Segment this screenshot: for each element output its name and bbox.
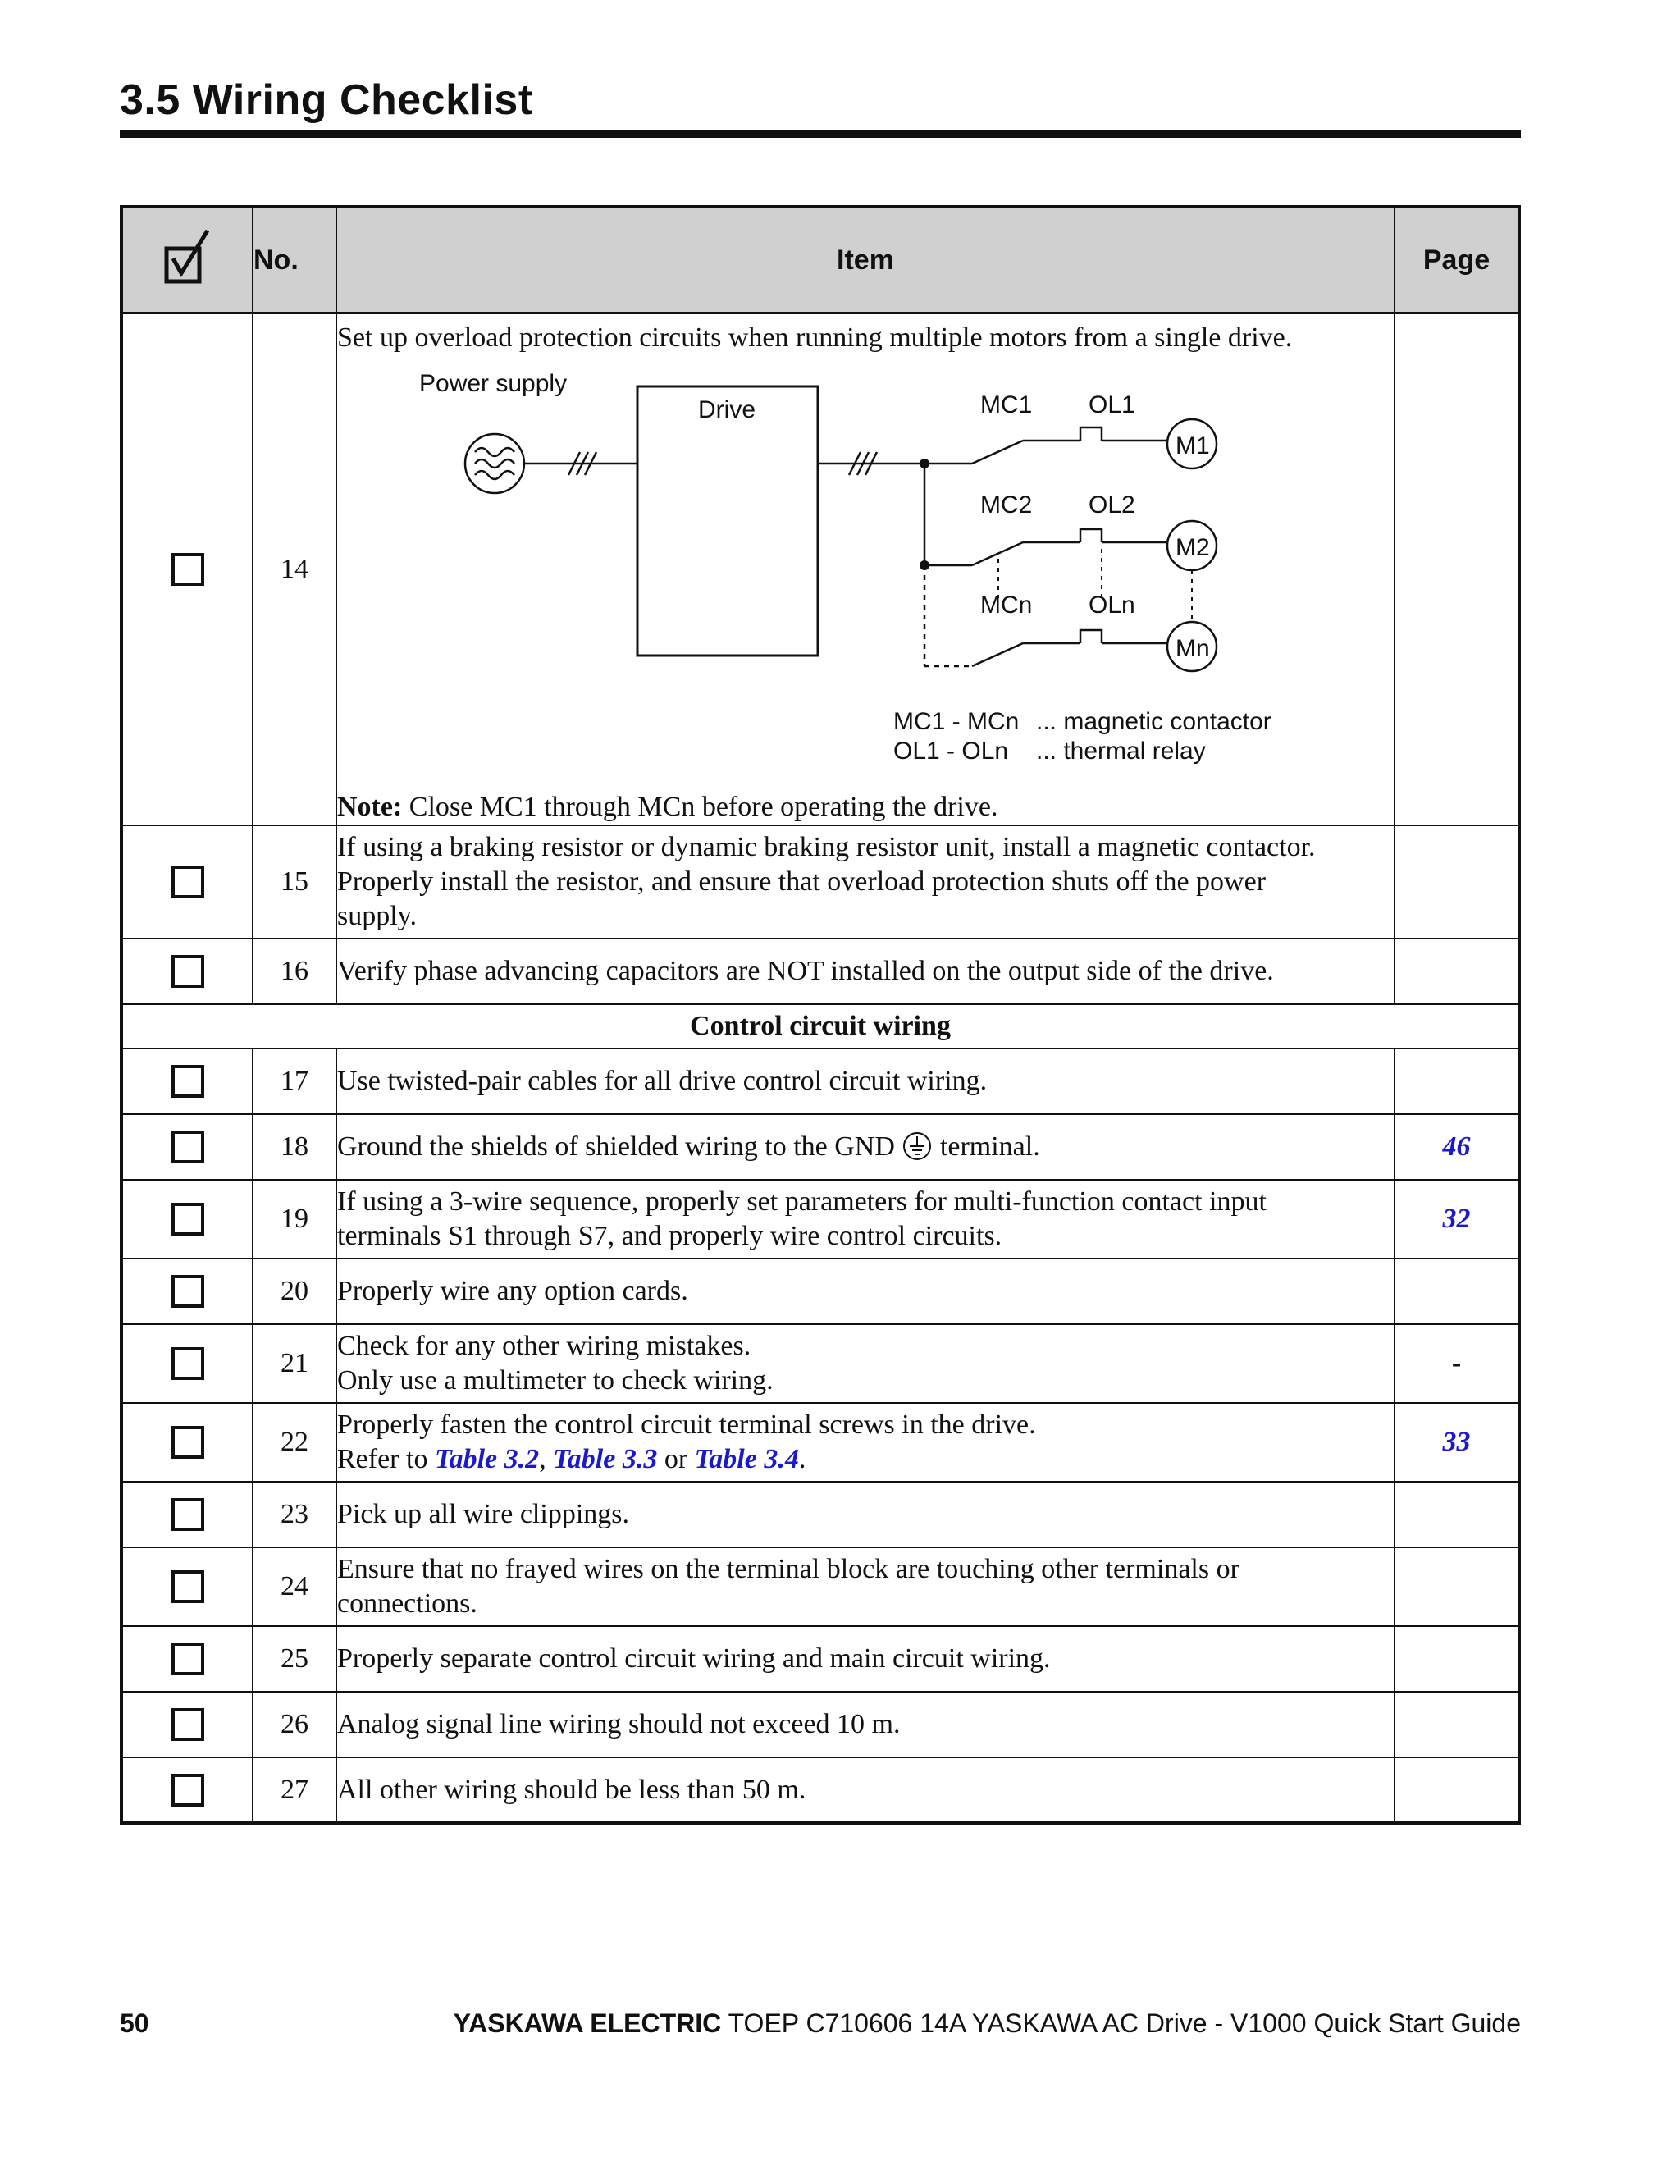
table-row: [121, 1180, 1519, 1259]
row-no: 15: [253, 825, 336, 939]
section-title: 3.5 Wiring Checklist: [120, 76, 533, 124]
period: .: [798, 1444, 806, 1474]
section-row: [121, 1004, 1519, 1049]
row-text: All other wiring should be less than 50 m.: [336, 1757, 1395, 1823]
checkbox-16[interactable]: [171, 955, 204, 988]
row-no: 25: [253, 1626, 336, 1692]
legend-ol-key: OL1 - OLn: [893, 738, 1009, 765]
row-page: [1395, 825, 1519, 939]
row-text: Use twisted-pair cables for all drive control circuit wiring.: [336, 1049, 1395, 1114]
table-row: [121, 1626, 1519, 1692]
header-no: No.: [253, 207, 336, 313]
legend-ol-val: ... thermal relay: [1036, 738, 1206, 765]
table-row: [121, 1259, 1519, 1324]
checkbox-26[interactable]: [171, 1708, 204, 1741]
row-page: [1395, 1049, 1519, 1114]
checkmark-box-icon: [162, 226, 214, 288]
row-no: 24: [253, 1547, 336, 1626]
ground-icon: [902, 1131, 933, 1162]
row-text: Ground the shields of shielded wiring to the GND: [337, 1131, 902, 1162]
row-no: 22: [253, 1403, 336, 1482]
row-no: 19: [253, 1180, 336, 1259]
row-no: 16: [253, 939, 336, 1004]
motor-protection-diagram: [337, 359, 1381, 802]
note-text: Close MC1 through MCn before operating the drive.: [402, 792, 998, 822]
row-text-line: terminals S1 through S7, and properly wire control circuits.: [337, 1221, 1002, 1251]
power-supply-label: Power supply: [419, 370, 568, 397]
row-no: 20: [253, 1259, 336, 1324]
m2-label: M2: [1176, 534, 1210, 561]
header-check-icon: [121, 207, 253, 313]
table-3-4-link[interactable]: Table 3.4: [694, 1444, 799, 1474]
table-row: [121, 1403, 1519, 1482]
row-no: 26: [253, 1692, 336, 1757]
table-3-2-link[interactable]: Table 3.2: [434, 1444, 540, 1474]
mc1-label: MC1: [980, 391, 1033, 418]
m1-label: M1: [1176, 432, 1210, 459]
footer-brand: YASKAWA ELECTRIC: [453, 2008, 722, 2038]
footer-doc: TOEP C710606 14A YASKAWA AC Drive - V1000 Quick Start Guide: [721, 2008, 1521, 2038]
row-text-line: connections.: [337, 1588, 477, 1619]
wiring-checklist-table: [120, 205, 1521, 1825]
checkbox-15[interactable]: [171, 866, 204, 898]
row-page: [1395, 313, 1519, 826]
section-control-circuit-wiring: Control circuit wiring: [121, 1004, 1519, 1049]
drive-box: [637, 386, 818, 656]
row-text-line: Check for any other wiring mistakes.: [337, 1331, 751, 1361]
checkbox-27[interactable]: [171, 1774, 204, 1807]
checkbox-19[interactable]: [171, 1203, 204, 1236]
checkbox-21[interactable]: [171, 1347, 204, 1380]
title-rule: [120, 130, 1521, 138]
separator: or: [657, 1444, 695, 1474]
table-row: [121, 1049, 1519, 1114]
table-row: [121, 825, 1519, 939]
row-page: [1395, 1259, 1519, 1324]
row-page: [1395, 1692, 1519, 1757]
checkbox-22[interactable]: [171, 1426, 204, 1459]
row-page: [1395, 1547, 1519, 1626]
table-header-row: [121, 207, 1519, 313]
row-page: -: [1395, 1324, 1519, 1403]
page-link-33[interactable]: 33: [1395, 1403, 1519, 1482]
row-no: 17: [253, 1049, 336, 1114]
row-text-line: [337, 1442, 1394, 1477]
footer-page-number: 50: [120, 2008, 149, 2038]
row-text-line: Ensure that no frayed wires on the terminal block are touching other terminals or: [337, 1554, 1239, 1584]
row-text: Properly separate control circuit wiring and main circuit wiring.: [336, 1626, 1395, 1692]
ol1-label: OL1: [1089, 391, 1135, 418]
row-page: [1395, 939, 1519, 1004]
row-text-line: Properly fasten the control circuit terminal screws in the drive.: [337, 1410, 1036, 1440]
row-page: [1395, 1482, 1519, 1547]
checkbox-23[interactable]: [171, 1498, 204, 1531]
table-3-3-link[interactable]: Table 3.3: [553, 1444, 658, 1474]
row-text: Properly wire any option cards.: [336, 1259, 1395, 1324]
row-no: 23: [253, 1482, 336, 1547]
ol2-label: OL2: [1089, 491, 1135, 519]
checkbox-14[interactable]: [171, 553, 204, 586]
mc2-label: MC2: [980, 491, 1033, 519]
legend-mc-key: MC1 - MCn: [893, 708, 1020, 735]
table-row: [121, 313, 1519, 826]
table-row: [121, 1757, 1519, 1823]
row-text: terminal.: [939, 1131, 1040, 1162]
table-row: [121, 939, 1519, 1004]
page-link-32[interactable]: 32: [1395, 1180, 1519, 1259]
mcn-label: MCn: [980, 592, 1033, 619]
checkbox-24[interactable]: [171, 1570, 204, 1603]
row-no: 14: [253, 313, 336, 826]
header-item: Item: [336, 207, 1395, 313]
footer-doc-info: [454, 2008, 1521, 2039]
refer-text: Refer to: [337, 1444, 435, 1474]
mn-label: Mn: [1176, 635, 1210, 662]
row-text-line: If using a braking resistor or dynamic braking resistor unit, install a magnetic contactor.: [337, 832, 1316, 862]
row-text: Set up overload protection circuits when running multiple motors from a single drive.: [337, 322, 1293, 353]
checkbox-25[interactable]: [171, 1643, 204, 1675]
row-no: 21: [253, 1324, 336, 1403]
table-row: [121, 1324, 1519, 1403]
note-label: Note:: [337, 792, 403, 822]
row-text: Pick up all wire clippings.: [336, 1482, 1395, 1547]
row-text-line: Properly install the resistor, and ensure that overload protection shuts off the power: [337, 866, 1267, 897]
page-link-46[interactable]: 46: [1395, 1114, 1519, 1180]
legend-mc-val: ... magnetic contactor: [1036, 708, 1271, 735]
table-row: [121, 1692, 1519, 1757]
checkbox-17[interactable]: [171, 1065, 204, 1098]
checkbox-20[interactable]: [171, 1275, 204, 1308]
row-page: [1395, 1626, 1519, 1692]
row-page: [1395, 1757, 1519, 1823]
separator: ,: [539, 1444, 554, 1474]
ac-source-icon: [465, 434, 524, 493]
row-text-line: supply.: [337, 901, 417, 931]
row-text: Verify phase advancing capacitors are NOT installed on the output side of the drive.: [336, 939, 1395, 1004]
row-text: Analog signal line wiring should not exceed 10 m.: [336, 1692, 1395, 1757]
table-row: [121, 1114, 1519, 1180]
drive-label: Drive: [698, 396, 756, 423]
oln-label: OLn: [1089, 592, 1135, 619]
checkbox-18[interactable]: [171, 1131, 204, 1163]
row-text-line: Only use a multimeter to check wiring.: [337, 1365, 774, 1396]
row-no: 27: [253, 1757, 336, 1823]
wiring-diagram-svg: [337, 359, 1381, 802]
row-text-line: If using a 3-wire sequence, properly set parameters for multi-function contact input: [337, 1186, 1267, 1217]
row-no: 18: [253, 1114, 336, 1180]
table-row: [121, 1547, 1519, 1626]
header-page: Page: [1395, 207, 1519, 313]
table-row: [121, 1482, 1519, 1547]
